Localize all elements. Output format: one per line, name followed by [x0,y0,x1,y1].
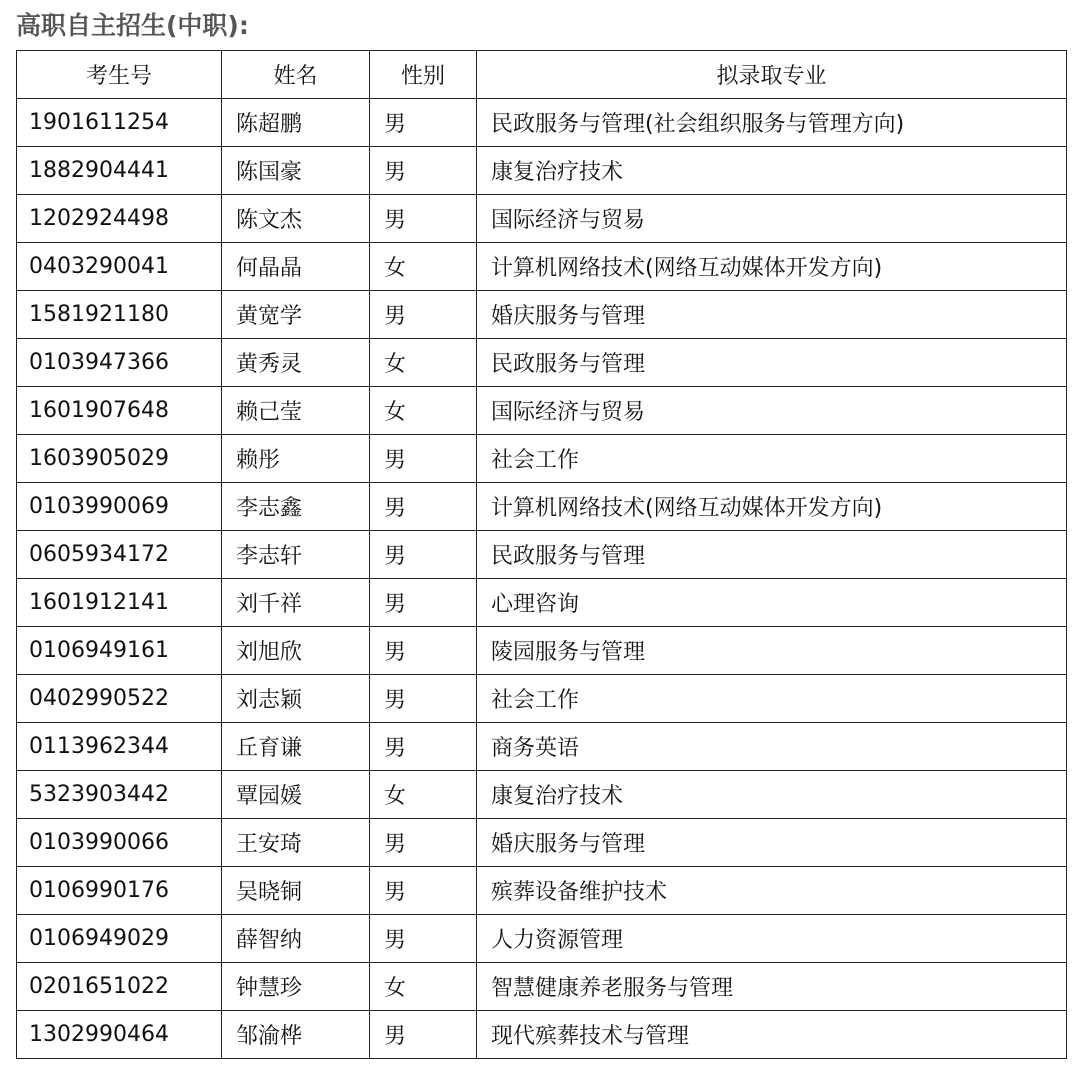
table-row [17,99,1067,147]
table-row [17,867,1067,915]
gender-cell: 男 [370,195,477,243]
table-row [17,1011,1067,1059]
exam-number-cell: 0106990176 [17,867,222,915]
exam-number-cell: 1882904441 [17,147,222,195]
exam-number-cell: 0103947366 [17,339,222,387]
gender-cell: 男 [370,867,477,915]
gender-cell: 女 [370,771,477,819]
exam-number-cell: 0403290041 [17,243,222,291]
gender-cell: 男 [370,915,477,963]
table-row [17,675,1067,723]
table-row [17,771,1067,819]
table-row [17,915,1067,963]
table-row [17,291,1067,339]
exam-number-cell: 0106949029 [17,915,222,963]
major-cell: 陵园服务与管理 [477,627,1067,675]
name-cell: 刘旭欣 [222,627,370,675]
major-cell: 婚庆服务与管理 [477,819,1067,867]
table-row [17,483,1067,531]
table-row [17,819,1067,867]
table-row [17,531,1067,579]
gender-cell: 男 [370,1011,477,1059]
name-cell: 王安琦 [222,819,370,867]
name-cell: 陈国豪 [222,147,370,195]
exam-number-cell: 1603905029 [17,435,222,483]
name-cell: 钟慧珍 [222,963,370,1011]
exam-number-cell: 0201651022 [17,963,222,1011]
name-cell: 何晶晶 [222,243,370,291]
table-body [17,99,1067,1059]
gender-cell: 男 [370,483,477,531]
major-cell: 国际经济与贸易 [477,195,1067,243]
exam-number-cell: 0402990522 [17,675,222,723]
table-row [17,147,1067,195]
exam-number-cell: 1302990464 [17,1011,222,1059]
name-cell: 李志轩 [222,531,370,579]
name-cell: 陈文杰 [222,195,370,243]
name-cell: 赖己莹 [222,387,370,435]
exam-number-cell: 0605934172 [17,531,222,579]
header-major: 拟录取专业 [477,51,1067,99]
table-row [17,723,1067,771]
table-row [17,387,1067,435]
exam-number-cell: 0103990069 [17,483,222,531]
gender-cell: 男 [370,435,477,483]
major-cell: 民政服务与管理 [477,531,1067,579]
exam-number-cell: 0103990066 [17,819,222,867]
exam-number-cell: 1901611254 [17,99,222,147]
name-cell: 刘千祥 [222,579,370,627]
gender-cell: 女 [370,339,477,387]
admission-table [16,50,1067,1059]
major-cell: 民政服务与管理 [477,339,1067,387]
table-row [17,243,1067,291]
major-cell: 社会工作 [477,435,1067,483]
exam-number-cell: 0106949161 [17,627,222,675]
major-cell: 婚庆服务与管理 [477,291,1067,339]
gender-cell: 男 [370,99,477,147]
exam-number-cell: 5323903442 [17,771,222,819]
major-cell: 民政服务与管理(社会组织服务与管理方向) [477,99,1067,147]
table-header [17,51,1067,99]
major-cell: 商务英语 [477,723,1067,771]
name-cell: 李志鑫 [222,483,370,531]
name-cell: 黄秀灵 [222,339,370,387]
major-cell: 智慧健康养老服务与管理 [477,963,1067,1011]
major-cell: 殡葬设备维护技术 [477,867,1067,915]
major-cell: 国际经济与贸易 [477,387,1067,435]
name-cell: 刘志颖 [222,675,370,723]
major-cell: 人力资源管理 [477,915,1067,963]
table-row [17,435,1067,483]
header-gender: 性别 [370,51,477,99]
major-cell: 计算机网络技术(网络互动媒体开发方向) [477,483,1067,531]
major-cell: 现代殡葬技术与管理 [477,1011,1067,1059]
exam-number-cell: 0113962344 [17,723,222,771]
gender-cell: 男 [370,147,477,195]
header-row [17,51,1067,99]
table-row [17,339,1067,387]
gender-cell: 男 [370,291,477,339]
name-cell: 赖彤 [222,435,370,483]
name-cell: 覃园媛 [222,771,370,819]
name-cell: 丘育谦 [222,723,370,771]
table-row [17,195,1067,243]
name-cell: 吴晓铜 [222,867,370,915]
major-cell: 心理咨询 [477,579,1067,627]
table-row [17,579,1067,627]
name-cell: 黄宽学 [222,291,370,339]
gender-cell: 女 [370,243,477,291]
gender-cell: 男 [370,531,477,579]
name-cell: 薛智纳 [222,915,370,963]
major-cell: 计算机网络技术(网络互动媒体开发方向) [477,243,1067,291]
header-exam-number: 考生号 [17,51,222,99]
major-cell: 康复治疗技术 [477,771,1067,819]
exam-number-cell: 1202924498 [17,195,222,243]
table-row [17,627,1067,675]
gender-cell: 男 [370,579,477,627]
name-cell: 陈超鹏 [222,99,370,147]
gender-cell: 女 [370,387,477,435]
header-name: 姓名 [222,51,370,99]
gender-cell: 女 [370,963,477,1011]
gender-cell: 男 [370,627,477,675]
exam-number-cell: 1581921180 [17,291,222,339]
gender-cell: 男 [370,675,477,723]
gender-cell: 男 [370,723,477,771]
table-row [17,963,1067,1011]
major-cell: 康复治疗技术 [477,147,1067,195]
page-title: 高职自主招生(中职): [16,11,249,40]
name-cell: 邹渝桦 [222,1011,370,1059]
major-cell: 社会工作 [477,675,1067,723]
gender-cell: 男 [370,819,477,867]
exam-number-cell: 1601907648 [17,387,222,435]
exam-number-cell: 1601912141 [17,579,222,627]
